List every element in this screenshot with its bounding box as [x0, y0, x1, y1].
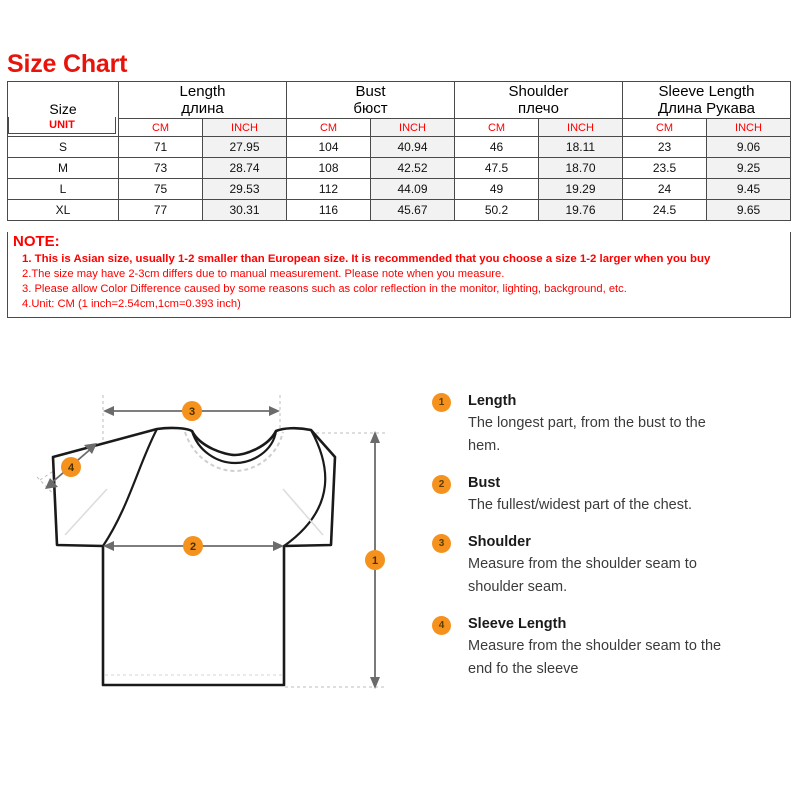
cell-shoulder-cm: 46 [455, 137, 539, 158]
cell-length-inch: 29.53 [203, 179, 287, 200]
cell-size: S [8, 137, 119, 158]
cell-length-cm: 75 [119, 179, 203, 200]
legend-desc-bust: The fullest/widest part of the chest. [468, 497, 693, 513]
table-row [8, 158, 791, 179]
note-box [7, 232, 791, 318]
unit-bust-inch: INCH [371, 119, 455, 137]
table-unit-row [8, 119, 791, 137]
cell-shoulder-inch: 18.70 [539, 158, 623, 179]
header-bust-ru: бюст [353, 100, 388, 117]
cell-length-inch: 28.74 [203, 158, 287, 179]
legend-item-length [432, 390, 762, 458]
marker-badge-4-label: 4 [67, 462, 75, 474]
unit-sleeve-inch: INCH [707, 119, 791, 137]
marker-badge-2 [183, 536, 203, 556]
legend-badge-4: 4 [432, 616, 451, 635]
table-row [8, 137, 791, 158]
header-shoulder-en: Shoulder [508, 83, 569, 100]
cell-shoulder-cm: 49 [455, 179, 539, 200]
cell-bust-cm: 116 [287, 200, 371, 221]
legend-title-sleeve: Sleeve Length [468, 616, 567, 632]
cell-bust-cm: 104 [287, 137, 371, 158]
cell-shoulder-inch: 19.29 [539, 179, 623, 200]
cell-length-cm: 77 [119, 200, 203, 221]
size-chart-table [7, 81, 791, 221]
tshirt-outline [53, 428, 335, 685]
arrowhead-left [103, 406, 114, 416]
note-line-2: 2.The size may have 2-3cm differs due to manual measurement. Please note when you measure. [22, 268, 505, 280]
header-shoulder-ru: плечо [518, 100, 559, 117]
legend-desc-shoulder: Measure from the shoulder seam to shoulder seam. [468, 556, 697, 595]
cell-length-inch: 27.95 [203, 137, 287, 158]
header-length-ru: длина [181, 100, 224, 117]
legend-title-bust: Bust [468, 475, 501, 491]
legend-desc-length: The longest part, from the bust to the hem. [468, 415, 706, 454]
tshirt-diagram-svg [35, 385, 435, 735]
legend-badge-2: 2 [432, 475, 451, 494]
measurement-legend [432, 390, 762, 695]
cell-shoulder-cm: 47.5 [455, 158, 539, 179]
marker-badge-2-label: 2 [189, 541, 197, 553]
header-length-en: Length [179, 83, 226, 100]
cell-length-cm: 71 [119, 137, 203, 158]
header-bust-en: Bust [355, 83, 386, 100]
cell-length-inch: 30.31 [203, 200, 287, 221]
legend-item-shoulder [432, 531, 762, 599]
cell-length-cm: 73 [119, 158, 203, 179]
cell-shoulder-cm: 50.2 [455, 200, 539, 221]
header-sleeve-ru: Длина Рукава [658, 100, 755, 117]
legend-badge-3: 3 [432, 534, 451, 553]
header-length [119, 82, 287, 119]
legend-badge-1: 1 [432, 393, 451, 412]
page-title: Size Chart [7, 50, 128, 78]
unit-length-cm: CM [119, 119, 203, 137]
legend-item-bust [432, 472, 762, 517]
arrowhead-right [269, 406, 280, 416]
cell-shoulder-inch: 19.76 [539, 200, 623, 221]
cell-size: XL [8, 200, 119, 221]
header-sleeve-en: Sleeve Length [658, 83, 755, 100]
header-bust [287, 82, 455, 119]
cell-bust-inch: 42.52 [371, 158, 455, 179]
cell-sleeve-inch: 9.25 [707, 158, 791, 179]
cell-bust-inch: 44.09 [371, 179, 455, 200]
cell-sleeve-cm: 23.5 [623, 158, 707, 179]
marker-badge-1-label: 1 [371, 555, 379, 567]
marker-badge-3-label: 3 [188, 406, 196, 418]
cell-sleeve-cm: 23 [623, 137, 707, 158]
note-line-3: 3. Please allow Color Difference caused by some reasons such as color reflection in the monitor, lighting, background, etc. [22, 283, 627, 295]
table-row [8, 179, 791, 200]
cell-bust-cm: 112 [287, 179, 371, 200]
unit-sleeve-cm: CM [623, 119, 707, 137]
header-shoulder [455, 82, 623, 119]
table-group-header-row [8, 82, 791, 119]
unit-shoulder-cm: CM [455, 119, 539, 137]
measurement-diagram [0, 360, 800, 760]
cell-bust-cm: 108 [287, 158, 371, 179]
cell-sleeve-inch: 9.65 [707, 200, 791, 221]
unit-length-inch: INCH [203, 119, 287, 137]
table-row [8, 200, 791, 221]
legend-desc-sleeve: Measure from the shoulder seam to the end fo the sleeve [468, 638, 722, 677]
legend-item-sleeve [432, 613, 762, 681]
unit-label-cell: UNIT [8, 117, 116, 134]
cell-sleeve-inch: 9.06 [707, 137, 791, 158]
cell-bust-inch: 40.94 [371, 137, 455, 158]
cell-sleeve-cm: 24.5 [623, 200, 707, 221]
cell-sleeve-cm: 24 [623, 179, 707, 200]
cell-bust-inch: 45.67 [371, 200, 455, 221]
marker-badge-1 [365, 550, 385, 570]
marker-badge-4 [61, 457, 81, 477]
cell-size: L [8, 179, 119, 200]
note-line-4: 4.Unit: CM (1 inch=2.54cm,1cm=0.393 inch) [22, 298, 241, 310]
cell-shoulder-inch: 18.11 [539, 137, 623, 158]
marker-badge-3 [182, 401, 202, 421]
legend-title-shoulder: Shoulder [468, 534, 531, 550]
unit-bust-cm: CM [287, 119, 371, 137]
legend-title-length: Length [468, 393, 517, 409]
unit-shoulder-inch: INCH [539, 119, 623, 137]
note-line-1: 1. This is Asian size, usually 1-2 smaller than European size. It is recommended that you choose a size 1-2 larger when you buy [22, 253, 711, 265]
header-sleeve [623, 82, 791, 119]
note-heading: NOTE: [13, 233, 60, 250]
cell-size: M [8, 158, 119, 179]
cell-sleeve-inch: 9.45 [707, 179, 791, 200]
header-size-label: Size [49, 100, 77, 117]
